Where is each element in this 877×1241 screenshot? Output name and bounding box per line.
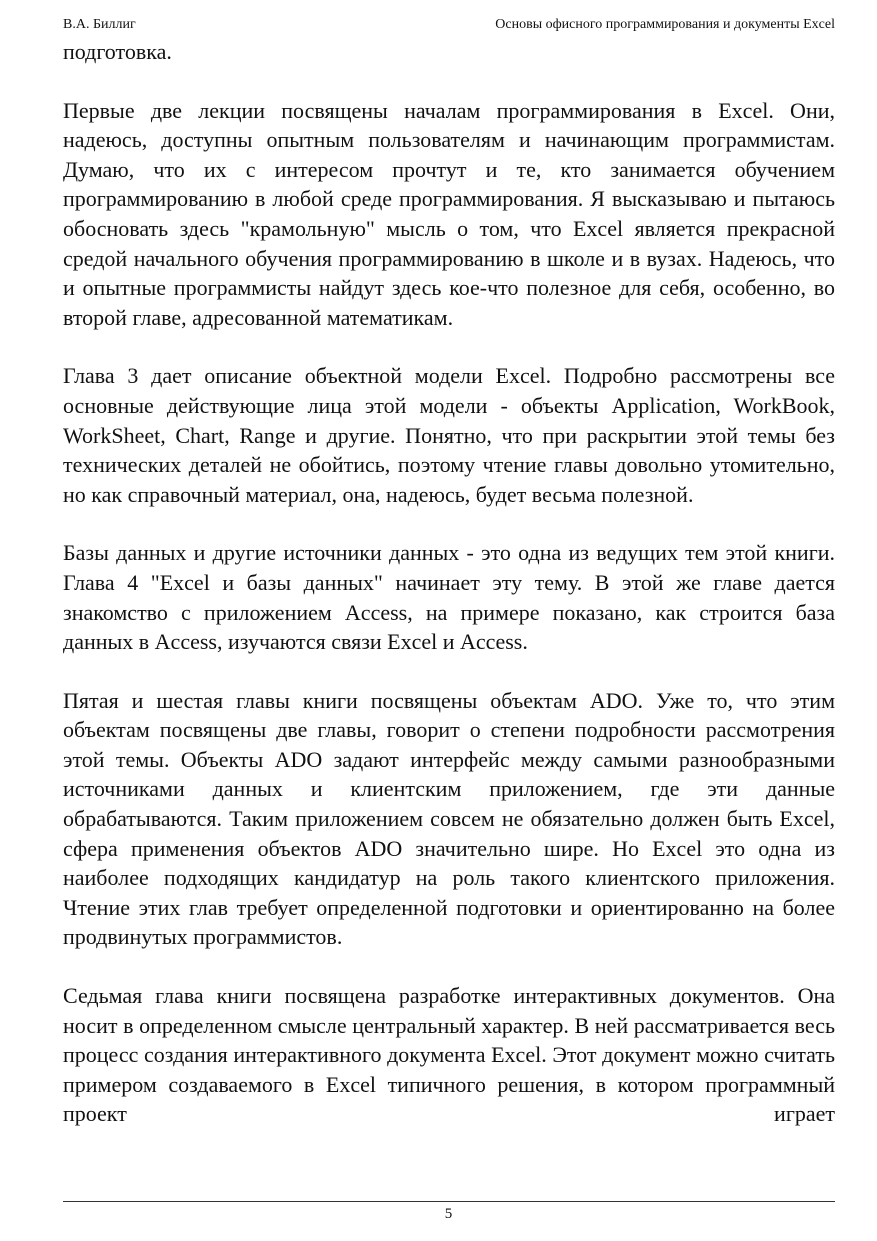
paragraph-chapter-7: Седьмая глава книги посвящена разработке интерактивных документов. Она носит в определенном смысле центральный характер. В ней рассматривается весь процесс создания интерактивного документа Excel. Этот документ можно считать примером создаваемого в Excel типичного решения, в котором программный проект играет bbox=[63, 983, 835, 1127]
header-book-title: Основы офисного программирования и документы Excel bbox=[495, 17, 835, 32]
paragraph-chapters-5-6: Пятая и шестая главы книги посвящены объектам ADO. Уже то, что этим объектам посвящены две главы, говорит о степени подробности рассмотрения этой темы. Объекты ADO задают интерфейс между самыми разнообразными источниками данных и клиентским приложением, где эти данные обрабатываются. Таким приложением совсем не обязательно должен быть Excel, сфера применения объектов ADO значительно шире. Но Excel это одна из наиболее подходящих кандидатур на роль такого клиентского приложения. Чтение этих глав требует определенной подготовки и ориентированно на более продвинутых программистов. bbox=[63, 687, 835, 950]
paragraph-chapter-3: Глава 3 дает описание объектной модели Excel. Подробно рассмотрены все основные действующие лица этой модели - объекты Application, WorkBook, WorkSheet, Chart, Range и другие. Понятно, что при раскрытии этой темы без технических деталей не обойтись, поэтому чтение главы довольно утомительно, но как справочный материал, она, надеюсь, будет весьма полезной. bbox=[63, 363, 835, 507]
footer-divider bbox=[63, 1201, 835, 1202]
page-number: 5 bbox=[444, 1206, 453, 1222]
header-author: В.А. Биллиг bbox=[63, 17, 136, 32]
paragraph-continuation: подготовка. bbox=[63, 39, 172, 64]
running-header bbox=[63, 14, 835, 36]
page-body bbox=[63, 37, 835, 1129]
paragraph-intro-lectures: Первые две лекции посвящены началам программирования в Excel. Они, надеюсь, доступны опытным пользователям и начинающим программистам. Думаю, что их с интересом прочтут и те, кто занимается обучением программированию в любой среде программирования. Я высказываю и пытаюсь обосновать здесь "крамольную" мысль о том, что Excel является прекрасной средой начального обучения программированию в школе и в вузах. Надеюсь, что и опытные программисты найдут здесь кое-что полезное для себя, особенно, во второй главе, адресованной математикам. bbox=[63, 97, 835, 330]
paragraph-chapter-4: Базы данных и другие источники данных - это одна из ведущих тем этой книги. Глава 4 "Excel и базы данных" начинает эту тему. В этой же главе дается знакомство с приложением Access, на примере показано, как строится база данных в Access, изучаются связи Excel и Access. bbox=[63, 540, 835, 655]
